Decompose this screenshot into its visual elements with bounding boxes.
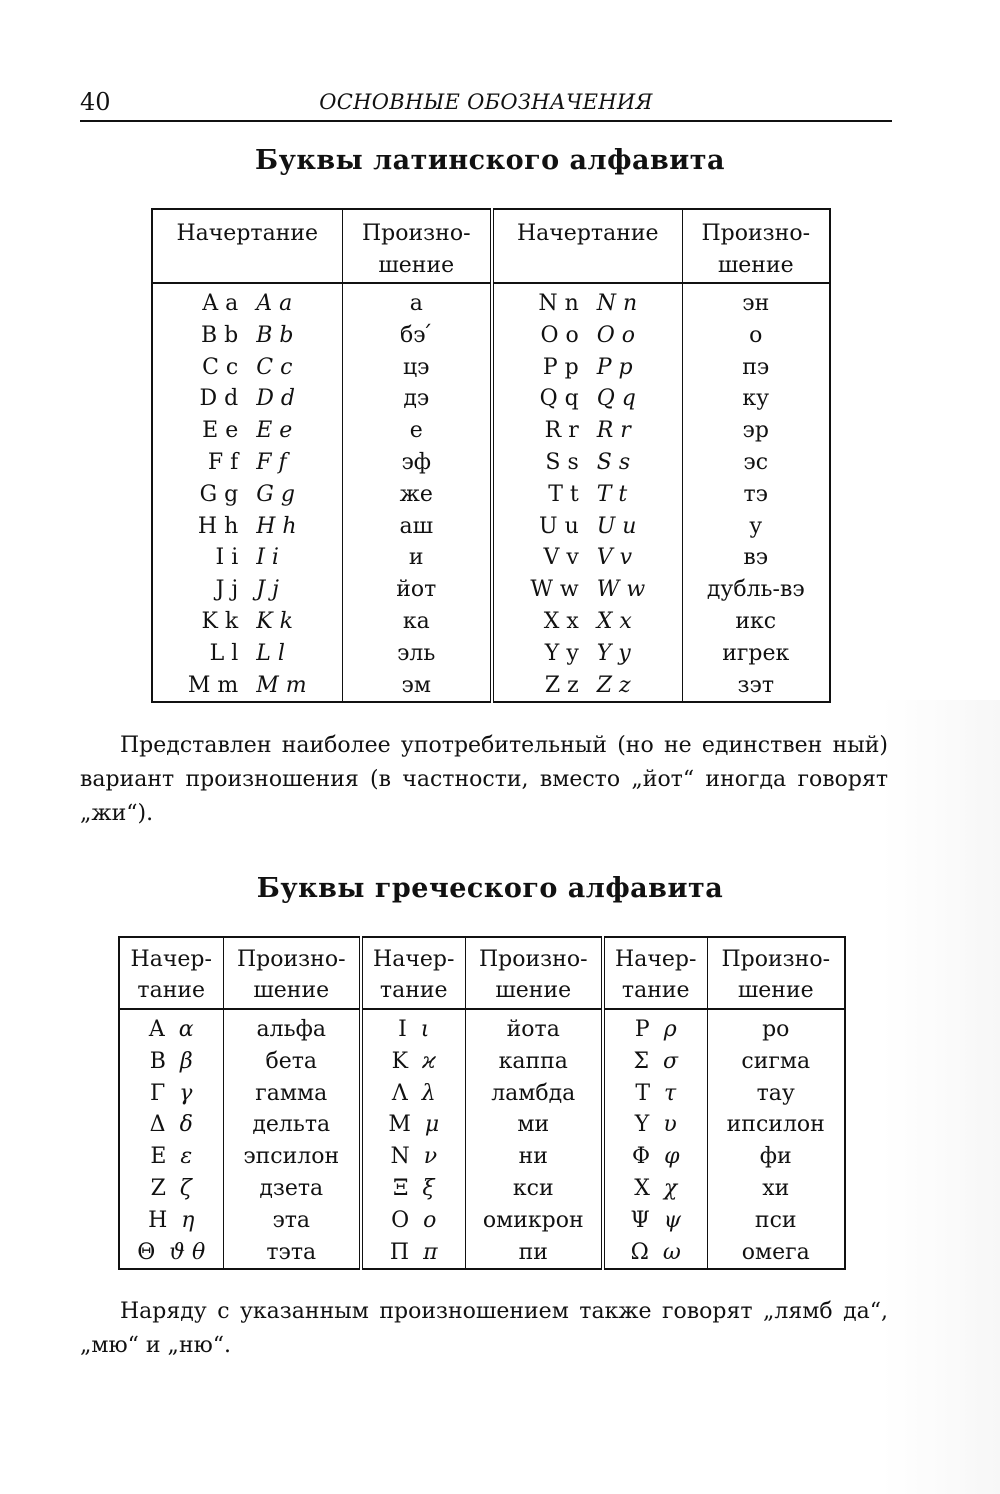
latin-glyph-cell bbox=[492, 606, 682, 638]
latin-glyph-cell bbox=[152, 542, 342, 574]
latin-section-title: Буквы латинского алфавита bbox=[255, 145, 725, 176]
italic-letters: G g bbox=[256, 481, 295, 507]
latin-glyph-cell bbox=[492, 352, 682, 384]
header-pronunciation: Произно- шение bbox=[707, 937, 845, 1009]
greek-lowercase: ι bbox=[420, 1017, 430, 1042]
latin-row bbox=[152, 670, 830, 703]
latin-row bbox=[152, 479, 830, 511]
greek-glyph-cell bbox=[361, 1237, 465, 1270]
greek-row bbox=[119, 1205, 845, 1237]
greek-uppercase: Δ bbox=[149, 1112, 166, 1138]
latin-row bbox=[152, 511, 830, 543]
greek-lowercase: φ bbox=[664, 1144, 680, 1170]
upright-letters: O o bbox=[540, 322, 579, 348]
latin-row bbox=[152, 415, 830, 447]
greek-glyph-cell bbox=[361, 1173, 465, 1205]
greek-uppercase: Ψ bbox=[630, 1207, 650, 1233]
upright-letters: V v bbox=[543, 545, 579, 571]
greek-uppercase: I bbox=[398, 1017, 407, 1042]
greek-pronunciation: дзета bbox=[223, 1173, 361, 1205]
latin-pronunciation: зэт bbox=[682, 670, 830, 703]
italic-letters: L l bbox=[256, 640, 285, 666]
italic-letters: M m bbox=[256, 672, 307, 698]
italic-letters: B b bbox=[256, 322, 294, 348]
greek-header-row bbox=[119, 937, 845, 1009]
greek-note: Наряду с указанным произношением также говорят „лямб да“, „мю“ и „ню“. bbox=[80, 1299, 888, 1358]
latin-pronunciation: же bbox=[342, 479, 492, 511]
greek-pronunciation: фи bbox=[707, 1141, 845, 1173]
greek-glyph-cell bbox=[119, 1078, 223, 1110]
latin-glyph-cell bbox=[492, 479, 682, 511]
scan-edge-shading bbox=[882, 700, 1000, 1494]
header-glyph: Начер- тание bbox=[361, 937, 465, 1009]
greek-pronunciation: йота bbox=[465, 1009, 603, 1046]
greek-uppercase: T bbox=[635, 1080, 650, 1106]
greek-pronunciation: тэта bbox=[223, 1237, 361, 1270]
latin-glyph-cell bbox=[492, 511, 682, 543]
italic-letters: O o bbox=[596, 322, 636, 348]
italic-letters: Y y bbox=[596, 640, 631, 666]
greek-uppercase: Ω bbox=[630, 1239, 649, 1265]
latin-glyph-cell bbox=[152, 606, 342, 638]
greek-row bbox=[119, 1009, 845, 1046]
upright-letters: N n bbox=[538, 291, 579, 316]
greek-glyph-cell bbox=[603, 1078, 707, 1110]
greek-lowercase: ρ bbox=[663, 1017, 677, 1042]
italic-letters: Q q bbox=[596, 386, 636, 412]
greek-lowercase: γ bbox=[179, 1080, 193, 1106]
greek-lowercase: o bbox=[423, 1207, 437, 1233]
greek-pronunciation: сигма bbox=[707, 1046, 845, 1078]
upright-letters: U u bbox=[539, 513, 579, 539]
latin-pronunciation: ка bbox=[342, 606, 492, 638]
greek-alphabet-table bbox=[118, 936, 846, 1270]
greek-lowercase: α bbox=[178, 1017, 194, 1042]
upright-letters: D d bbox=[199, 386, 239, 412]
latin-glyph-cell bbox=[152, 670, 342, 703]
latin-pronunciation: эс bbox=[682, 447, 830, 479]
header-glyph: Начер- тание bbox=[603, 937, 707, 1009]
latin-pronunciation: а bbox=[342, 283, 492, 320]
header-glyph: Начертание bbox=[152, 209, 342, 283]
greek-uppercase: Π bbox=[389, 1239, 410, 1265]
greek-pronunciation: омикрон bbox=[465, 1205, 603, 1237]
latin-row bbox=[152, 320, 830, 352]
upright-letters: S s bbox=[545, 449, 579, 475]
greek-glyph-cell bbox=[603, 1173, 707, 1205]
header-pronunciation: Произно- шение bbox=[682, 209, 830, 283]
greek-glyph-cell bbox=[603, 1205, 707, 1237]
greek-lowercase: ω bbox=[662, 1239, 681, 1265]
greek-uppercase: Θ bbox=[137, 1239, 156, 1265]
greek-pronunciation: пси bbox=[707, 1205, 845, 1237]
latin-glyph-cell bbox=[152, 320, 342, 352]
italic-letters: J j bbox=[256, 577, 279, 603]
greek-lowercase: ψ bbox=[663, 1207, 682, 1233]
greek-glyph-cell bbox=[603, 1009, 707, 1046]
greek-row bbox=[119, 1109, 845, 1141]
greek-glyph-cell bbox=[119, 1173, 223, 1205]
latin-pronunciation: дэ bbox=[342, 383, 492, 415]
latin-pronunciation: эр bbox=[682, 415, 830, 447]
greek-lowercase: ϰ bbox=[422, 1048, 436, 1074]
greek-uppercase: N bbox=[390, 1144, 410, 1170]
greek-uppercase: Γ bbox=[150, 1080, 166, 1106]
greek-pronunciation: ламбда bbox=[465, 1078, 603, 1110]
greek-glyph-cell bbox=[603, 1109, 707, 1141]
latin-row bbox=[152, 638, 830, 670]
greek-uppercase: P bbox=[634, 1017, 650, 1042]
upright-letters: Y y bbox=[544, 640, 579, 666]
upright-letters: W w bbox=[530, 577, 579, 603]
greek-glyph-cell bbox=[119, 1237, 223, 1270]
greek-lowercase: σ bbox=[663, 1048, 679, 1074]
latin-glyph-cell bbox=[492, 415, 682, 447]
latin-glyph-cell bbox=[152, 479, 342, 511]
upright-letters: B b bbox=[201, 322, 239, 348]
greek-glyph-cell bbox=[361, 1009, 465, 1046]
latin-note: Представлен наиболее употребительный (но не единствен ный) вариант произношения (в частности, вместо „йот“ иногда говорят „жи“). bbox=[80, 733, 888, 826]
greek-pronunciation: ипсилон bbox=[707, 1109, 845, 1141]
italic-letters: P p bbox=[596, 354, 633, 380]
greek-pronunciation: пи bbox=[465, 1237, 603, 1270]
greek-lowercase: χ bbox=[663, 1175, 678, 1201]
italic-letters: E e bbox=[256, 418, 293, 444]
greek-glyph-cell bbox=[361, 1141, 465, 1173]
greek-lowercase: δ bbox=[179, 1112, 193, 1138]
greek-pronunciation: каппа bbox=[465, 1046, 603, 1078]
latin-pronunciation: дубль-вэ bbox=[682, 574, 830, 606]
latin-pronunciation: икс bbox=[682, 606, 830, 638]
latin-pronunciation: цэ bbox=[342, 352, 492, 384]
greek-pronunciation: омега bbox=[707, 1237, 845, 1270]
latin-glyph-cell bbox=[152, 415, 342, 447]
greek-uppercase: K bbox=[391, 1048, 409, 1074]
greek-glyph-cell bbox=[603, 1141, 707, 1173]
latin-pronunciation: эф bbox=[342, 447, 492, 479]
italic-letters: Z z bbox=[596, 672, 631, 698]
greek-uppercase: Υ bbox=[634, 1112, 650, 1138]
italic-letters: S s bbox=[596, 449, 631, 475]
greek-lowercase: η bbox=[181, 1207, 195, 1233]
upright-letters: P p bbox=[542, 354, 579, 380]
greek-lowercase: μ bbox=[424, 1112, 440, 1138]
latin-glyph-cell bbox=[492, 383, 682, 415]
greek-lowercase: ξ bbox=[422, 1175, 435, 1201]
greek-row bbox=[119, 1173, 845, 1205]
greek-glyph-cell bbox=[119, 1009, 223, 1046]
greek-lowercase: λ bbox=[421, 1080, 436, 1106]
greek-row bbox=[119, 1078, 845, 1110]
greek-glyph-cell bbox=[361, 1205, 465, 1237]
latin-row bbox=[152, 542, 830, 574]
greek-glyph-cell bbox=[603, 1237, 707, 1270]
italic-letters: D d bbox=[256, 386, 295, 412]
latin-glyph-cell bbox=[492, 638, 682, 670]
greek-glyph-cell bbox=[119, 1205, 223, 1237]
latin-pronunciation: игрек bbox=[682, 638, 830, 670]
latin-glyph-cell bbox=[492, 447, 682, 479]
greek-uppercase: Ξ bbox=[392, 1175, 409, 1201]
header-pronunciation: Произно- шение bbox=[342, 209, 492, 283]
greek-lowercase: ν bbox=[423, 1144, 438, 1170]
upright-letters: R r bbox=[544, 418, 579, 444]
greek-pronunciation: кси bbox=[465, 1173, 603, 1205]
italic-letters: U u bbox=[596, 513, 637, 539]
greek-glyph-cell bbox=[119, 1109, 223, 1141]
latin-glyph-cell bbox=[492, 670, 682, 703]
greek-glyph-cell bbox=[119, 1046, 223, 1078]
header-pronunciation: Произно- шение bbox=[465, 937, 603, 1009]
upright-letters: C c bbox=[202, 354, 239, 380]
upright-letters: E e bbox=[202, 418, 239, 444]
latin-pronunciation: эм bbox=[342, 670, 492, 703]
page-header bbox=[80, 88, 892, 122]
greek-pronunciation: эта bbox=[223, 1205, 361, 1237]
latin-pronunciation: йот bbox=[342, 574, 492, 606]
latin-row bbox=[152, 574, 830, 606]
latin-row bbox=[152, 383, 830, 415]
latin-pronunciation: пэ bbox=[682, 352, 830, 384]
header-glyph: Начертание bbox=[492, 209, 682, 283]
latin-glyph-cell bbox=[492, 283, 682, 320]
latin-glyph-cell bbox=[492, 320, 682, 352]
latin-row bbox=[152, 283, 830, 320]
greek-lowercase: ζ bbox=[179, 1175, 192, 1201]
greek-uppercase: B bbox=[149, 1048, 166, 1074]
latin-glyph-cell bbox=[152, 511, 342, 543]
latin-glyph-cell bbox=[152, 447, 342, 479]
greek-lowercase: τ bbox=[664, 1080, 677, 1106]
greek-uppercase: Z bbox=[150, 1175, 166, 1201]
greek-pronunciation: дельта bbox=[223, 1109, 361, 1141]
italic-letters: R r bbox=[596, 418, 631, 444]
greek-section-title: Буквы греческого алфавита bbox=[256, 873, 724, 904]
greek-uppercase: E bbox=[150, 1144, 167, 1170]
greek-uppercase: A bbox=[148, 1017, 165, 1042]
header-pronunciation: Произно- шение bbox=[223, 937, 361, 1009]
latin-header-row bbox=[152, 209, 830, 283]
greek-pronunciation: альфа bbox=[223, 1009, 361, 1046]
greek-lowercase: ϑ θ bbox=[169, 1239, 206, 1265]
italic-letters: T t bbox=[596, 481, 628, 507]
latin-row bbox=[152, 447, 830, 479]
italic-letters: X x bbox=[596, 608, 632, 634]
greek-glyph-cell bbox=[119, 1141, 223, 1173]
running-title: ОСНОВНЫЕ ОБОЗНАЧЕНИЯ bbox=[319, 90, 653, 114]
latin-glyph-cell bbox=[152, 574, 342, 606]
italic-letters: F f bbox=[256, 449, 287, 475]
greek-pronunciation: эпсилон bbox=[223, 1141, 361, 1173]
latin-pronunciation: эль bbox=[342, 638, 492, 670]
upright-letters: K k bbox=[201, 608, 239, 634]
italic-letters: I i bbox=[256, 545, 279, 571]
latin-alphabet-table bbox=[151, 208, 831, 703]
upright-letters: Q q bbox=[539, 386, 579, 412]
greek-pronunciation: гамма bbox=[223, 1078, 361, 1110]
greek-lowercase: β bbox=[179, 1048, 193, 1074]
greek-uppercase: Σ bbox=[633, 1048, 650, 1074]
upright-letters: J j bbox=[215, 577, 239, 603]
latin-glyph-cell bbox=[152, 283, 342, 320]
italic-letters: A a bbox=[256, 291, 293, 316]
italic-letters: W w bbox=[596, 577, 646, 603]
greek-uppercase: X bbox=[634, 1175, 650, 1201]
italic-letters: K k bbox=[256, 608, 294, 634]
latin-pronunciation: тэ bbox=[682, 479, 830, 511]
upright-letters: L l bbox=[209, 640, 239, 666]
latin-pronunciation: ку bbox=[682, 383, 830, 415]
italic-letters: N n bbox=[596, 291, 638, 316]
upright-letters: M m bbox=[187, 672, 239, 698]
greek-pronunciation: ни bbox=[465, 1141, 603, 1173]
latin-pronunciation: о bbox=[682, 320, 830, 352]
greek-glyph-cell bbox=[603, 1046, 707, 1078]
greek-pronunciation: ми bbox=[465, 1109, 603, 1141]
upright-letters: H h bbox=[197, 513, 239, 539]
latin-glyph-cell bbox=[152, 352, 342, 384]
latin-pronunciation: е bbox=[342, 415, 492, 447]
latin-glyph-cell bbox=[492, 542, 682, 574]
greek-row bbox=[119, 1046, 845, 1078]
page-number: 40 bbox=[80, 88, 111, 116]
upright-letters: X x bbox=[543, 608, 579, 634]
greek-lowercase: ε bbox=[180, 1144, 193, 1170]
latin-pronunciation: бэ ́ bbox=[342, 320, 492, 352]
greek-pronunciation: хи bbox=[707, 1173, 845, 1205]
greek-pronunciation: ро bbox=[707, 1009, 845, 1046]
greek-pronunciation: тау bbox=[707, 1078, 845, 1110]
upright-letters: Z z bbox=[544, 672, 579, 698]
greek-lowercase: π bbox=[423, 1239, 438, 1265]
latin-pronunciation: у bbox=[682, 511, 830, 543]
greek-row bbox=[119, 1237, 845, 1270]
greek-lowercase: υ bbox=[663, 1112, 677, 1138]
italic-letters: V v bbox=[596, 545, 633, 571]
greek-glyph-cell bbox=[361, 1046, 465, 1078]
latin-glyph-cell bbox=[492, 574, 682, 606]
upright-letters: I i bbox=[215, 545, 239, 571]
latin-glyph-cell bbox=[152, 638, 342, 670]
upright-letters: A a bbox=[202, 291, 239, 316]
latin-row bbox=[152, 606, 830, 638]
header-glyph: Начер- тание bbox=[119, 937, 223, 1009]
latin-pronunciation: аш bbox=[342, 511, 492, 543]
italic-letters: H h bbox=[256, 513, 297, 539]
greek-glyph-cell bbox=[361, 1109, 465, 1141]
greek-uppercase: Φ bbox=[632, 1144, 651, 1170]
latin-pronunciation: эн bbox=[682, 283, 830, 320]
greek-uppercase: Λ bbox=[391, 1080, 408, 1106]
greek-row bbox=[119, 1141, 845, 1173]
latin-row bbox=[152, 352, 830, 384]
greek-uppercase: H bbox=[148, 1207, 168, 1233]
italic-letters: C c bbox=[256, 354, 293, 380]
latin-pronunciation: и bbox=[342, 542, 492, 574]
greek-pronunciation: бета bbox=[223, 1046, 361, 1078]
greek-uppercase: M bbox=[388, 1112, 411, 1138]
upright-letters: T t bbox=[548, 481, 579, 507]
upright-letters: F f bbox=[207, 449, 239, 475]
greek-glyph-cell bbox=[361, 1078, 465, 1110]
upright-letters: G g bbox=[199, 481, 239, 507]
greek-uppercase: O bbox=[391, 1207, 410, 1233]
latin-glyph-cell bbox=[152, 383, 342, 415]
latin-pronunciation: вэ bbox=[682, 542, 830, 574]
